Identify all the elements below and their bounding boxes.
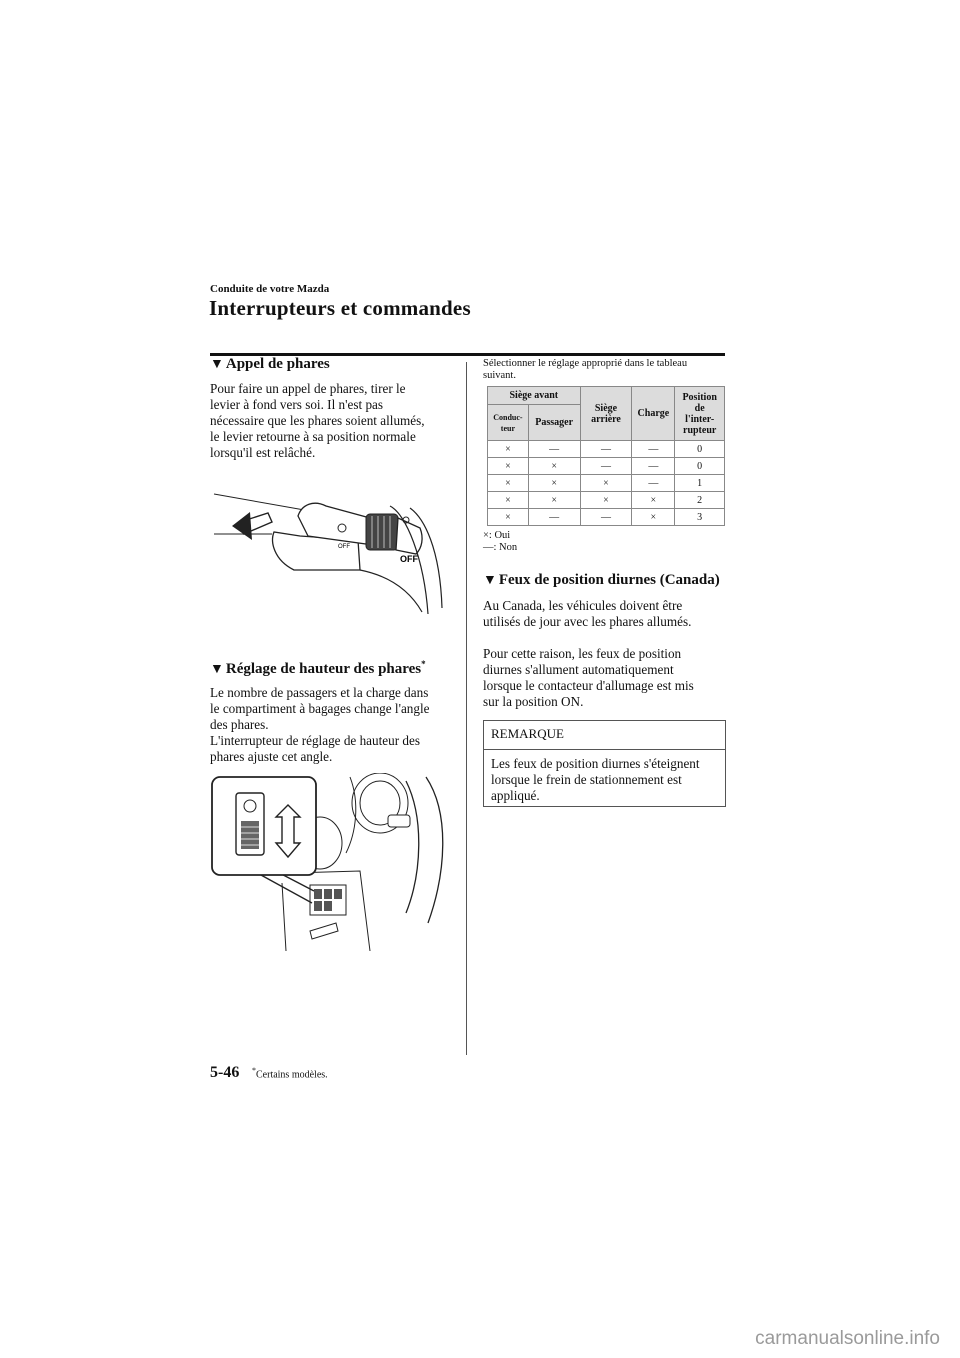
- load-setting-table: [487, 386, 725, 526]
- table-intro: Sélectionner le réglage approprié dans le tableau suivant.: [483, 358, 688, 381]
- column-divider: [466, 362, 467, 1055]
- reglage-paragraph: Le nombre de passagers et la charge dans le compartiment à bagages change l'angle des phares. L'interrupteur de réglage de hauteur des phares ajuste cet angle.: [210, 685, 430, 764]
- header-driver: Conduc- teur: [488, 405, 529, 441]
- header-switch-position: Position de l'inter- rupteur: [675, 387, 725, 441]
- note-text: Les feux de position diurnes s'éteignent lorsque le frein de stationnement est appliqué.: [491, 756, 700, 803]
- header-front-seat: Siège avant: [488, 387, 581, 405]
- triangle-icon: ▼: [483, 573, 497, 588]
- table-row: × × × — 1: [488, 475, 725, 492]
- table-row: × — — × 3: [488, 509, 725, 526]
- leveling-switch-illustration: [210, 773, 450, 951]
- note-heading: REMARQUE: [491, 726, 564, 741]
- page-title: Interrupteurs et commandes: [209, 296, 471, 320]
- section-heading-reglage: ▼ Réglage de hauteur des phares*: [210, 659, 426, 677]
- section-heading-appel: ▼ Appel de phares: [210, 356, 330, 372]
- svg-text:OFF: OFF: [400, 554, 418, 564]
- headlight-lever-illustration: [210, 488, 450, 616]
- table-legend: ×: Oui —: Non: [483, 530, 518, 553]
- triangle-icon: ▼: [210, 662, 224, 677]
- header-rear-seat: Siège arrière: [580, 387, 632, 441]
- watermark: carmanualsonline.info: [755, 1328, 940, 1349]
- appel-paragraph: Pour faire un appel de phares, tirer le levier à fond vers soi. Il n'est pas nécessaire que les phares soient allumés, le levier retourne à sa position normale lorsqu'il est relâché.: [210, 381, 425, 460]
- table-row: × × — — 0: [488, 458, 725, 475]
- feux-paragraph-2: Pour cette raison, les feux de position diurnes s'allument automatiquement lorsque le contacteur d'allumage est mis sur la position ON.: [483, 646, 694, 709]
- note-divider: [483, 749, 725, 750]
- table-row: × — — — 0: [488, 441, 725, 458]
- section-kicker: Conduite de votre Mazda: [210, 283, 330, 295]
- feux-paragraph-1: Au Canada, les véhicules doivent être utilisés de jour avec les phares allumés.: [483, 598, 692, 629]
- triangle-icon: ▼: [210, 357, 224, 372]
- section-heading-feux: ▼ Feux de position diurnes (Canada): [483, 572, 720, 588]
- header-passenger: Passager: [528, 405, 580, 441]
- page-number: 5-46: [210, 1064, 240, 1081]
- footnote: *Certains modèles.: [252, 1066, 328, 1081]
- table-row: × × × × 2: [488, 492, 725, 509]
- svg-text:OFF: OFF: [338, 544, 350, 550]
- header-charge: Charge: [632, 387, 675, 441]
